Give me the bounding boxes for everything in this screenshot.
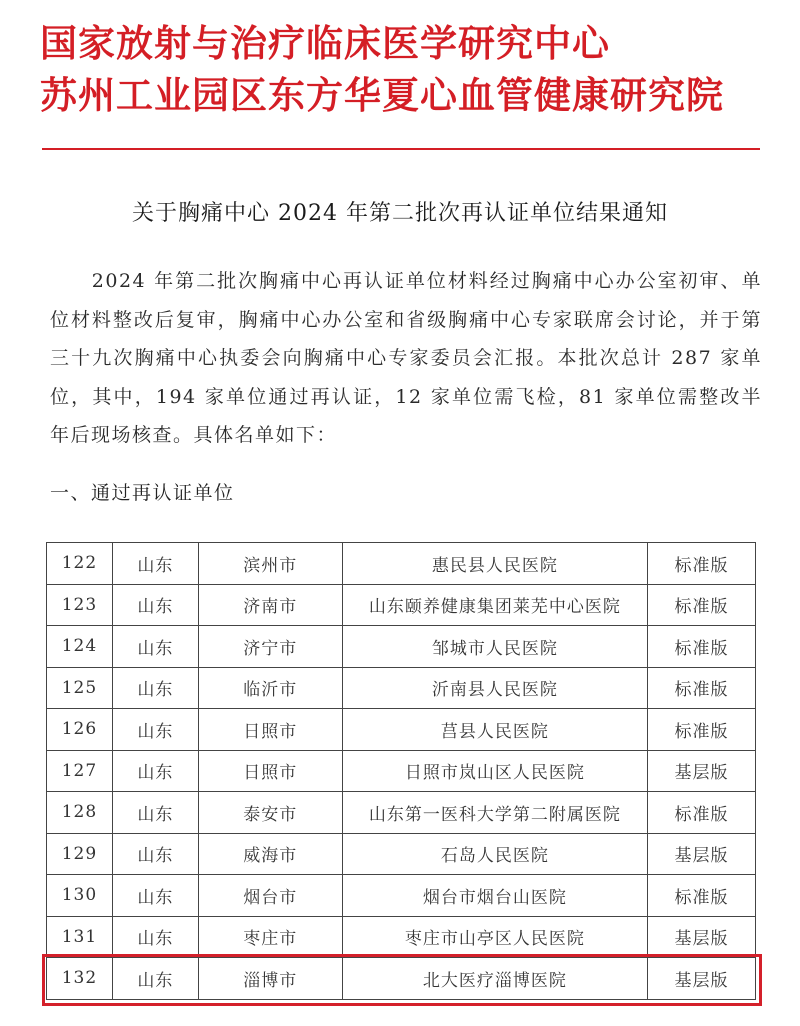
city-cell: 威海市 [198,833,342,875]
province-cell: 山东 [112,584,198,626]
hospital-cell: 邹城市人民医院 [342,626,648,668]
hospital-cell: 日照市岚山区人民医院 [342,750,648,792]
table-row [47,584,756,626]
letterhead-line-2: 苏州工业园区东方华夏心血管健康研究院 [40,74,724,117]
version-cell: 标准版 [648,709,756,751]
hospital-cell: 北大医疗淄博医院 [342,958,648,1000]
province-cell: 山东 [112,958,198,1000]
hospital-cell: 莒县人民医院 [342,709,648,751]
city-cell: 滨州市 [198,543,342,585]
province-cell: 山东 [112,626,198,668]
city-cell: 临沂市 [198,667,342,709]
row-number: 132 [47,958,113,1000]
hospital-cell: 山东第一医科大学第二附属医院 [342,792,648,834]
province-cell: 山东 [112,875,198,917]
section-heading: 一、通过再认证单位 [50,482,235,504]
table-row [47,750,756,792]
version-cell: 标准版 [648,626,756,668]
row-number: 122 [47,543,113,585]
version-cell: 标准版 [648,667,756,709]
row-number: 130 [47,875,113,917]
province-cell: 山东 [112,833,198,875]
version-cell: 标准版 [648,875,756,917]
version-cell: 基层版 [648,958,756,1000]
hospital-cell: 石岛人民医院 [342,833,648,875]
version-cell: 标准版 [648,792,756,834]
province-cell: 山东 [112,916,198,958]
city-cell: 济宁市 [198,626,342,668]
notice-body-paragraph: 2024 年第二批次胸痛中心再认证单位材料经过胸痛中心办公室初审、单位材料整改后复审，胸痛中心办公室和省级胸痛中心专家联席会讨论，并于第三十九次胸痛中心执委会向胸痛中心专家委员会汇报。本批次总计 287 家单位，其中，194 家单位通过再认证，12 家单位需飞检，81 家单位需整改半年后现场核查。具体名单如下： [50,270,762,446]
hospital-cell: 烟台市烟台山医院 [342,875,648,917]
city-cell: 淄博市 [198,958,342,1000]
table-row [47,833,756,875]
table-row [47,916,756,958]
row-number: 124 [47,626,113,668]
version-cell: 基层版 [648,750,756,792]
version-cell: 基层版 [648,916,756,958]
province-cell: 山东 [112,792,198,834]
city-cell: 枣庄市 [198,916,342,958]
city-cell: 烟台市 [198,875,342,917]
letterhead [40,18,780,122]
table-row [47,875,756,917]
table-row [47,543,756,585]
city-cell: 日照市 [198,750,342,792]
highlight-box [42,954,762,1006]
hospital-cell: 沂南县人民医院 [342,667,648,709]
table-row [47,667,756,709]
table-row [47,792,756,834]
city-cell: 日照市 [198,709,342,751]
letterhead-divider [42,148,760,150]
version-cell: 标准版 [648,543,756,585]
hospital-cell: 枣庄市山亭区人民医院 [342,916,648,958]
table-row [47,626,756,668]
hospital-cell: 山东颐养健康集团莱芜中心医院 [342,584,648,626]
province-cell: 山东 [112,543,198,585]
row-number: 128 [47,792,113,834]
version-cell: 基层版 [648,833,756,875]
city-cell: 泰安市 [198,792,342,834]
province-cell: 山东 [112,667,198,709]
version-cell: 标准版 [648,584,756,626]
row-number: 127 [47,750,113,792]
letterhead-line-1: 国家放射与治疗临床医学研究中心 [40,22,610,65]
row-number: 123 [47,584,113,626]
row-number: 129 [47,833,113,875]
province-cell: 山东 [112,709,198,751]
row-number: 131 [47,916,113,958]
row-number: 125 [47,667,113,709]
certified-units-table [46,542,756,1000]
row-number: 126 [47,709,113,751]
notice-title: 关于胸痛中心 2024 年第二批次再认证单位结果通知 [132,201,668,226]
city-cell: 济南市 [198,584,342,626]
table-row [47,709,756,751]
province-cell: 山东 [112,750,198,792]
hospital-cell: 惠民县人民医院 [342,543,648,585]
